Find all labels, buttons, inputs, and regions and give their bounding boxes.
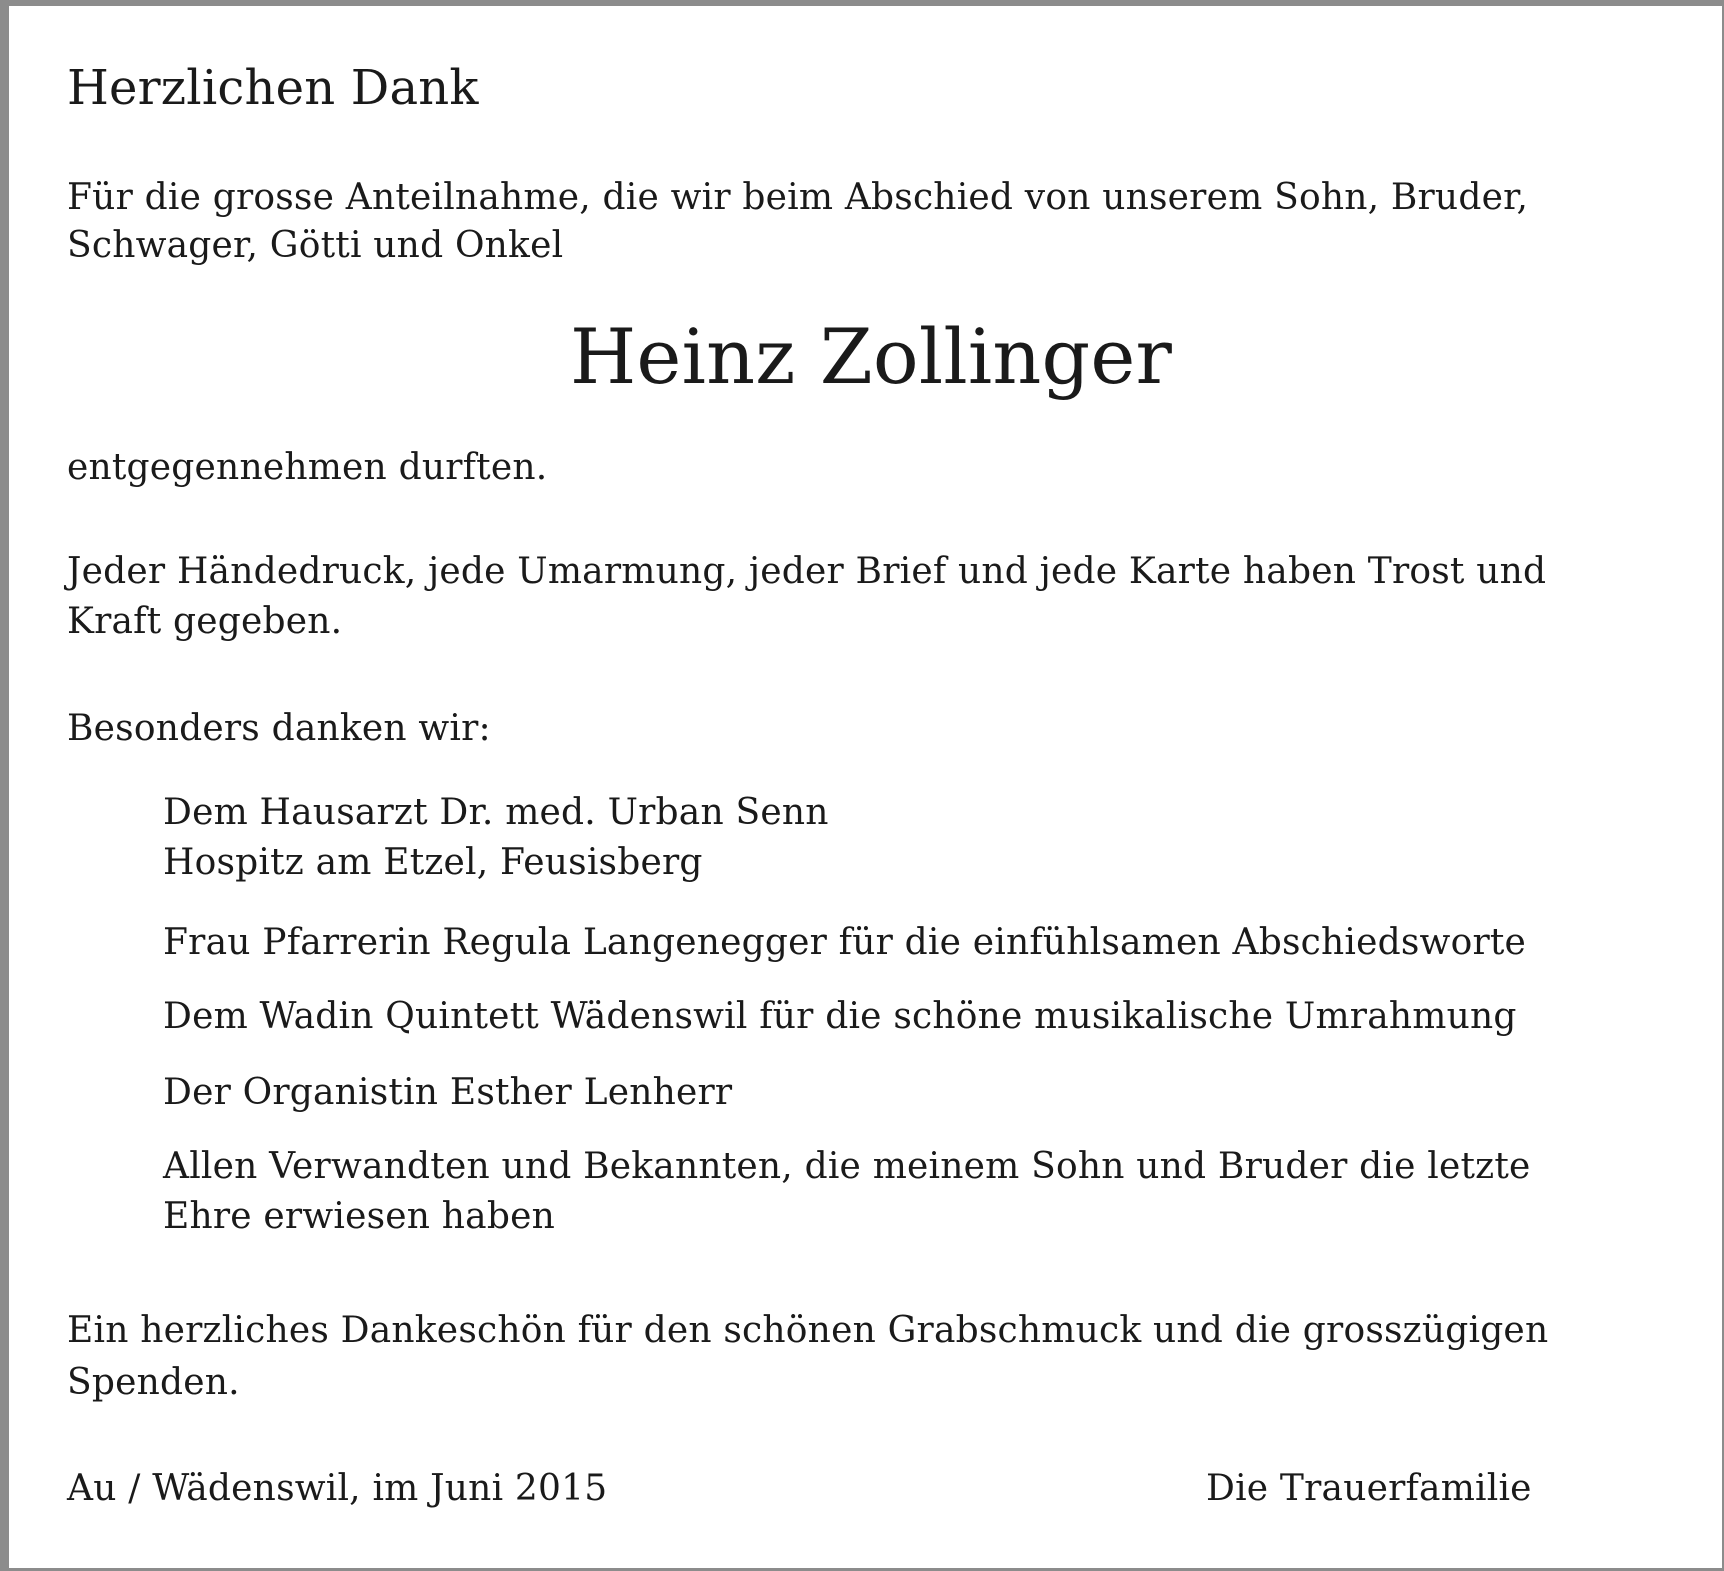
deceased-name: Heinz Zollinger: [569, 312, 1173, 401]
after-name-line: entgegennehmen durften.: [67, 447, 548, 488]
closing-line-1: Ein herzliches Dankeschön für den schönen Grabschmuck und die grosszügigen: [67, 1310, 1549, 1351]
thanks-item-relatives-line-1: Allen Verwandten und Bekannten, die meinem Sohn und Bruder die letzte: [163, 1146, 1531, 1187]
thanks-item-hospice: Hospitz am Etzel, Feusisberg: [163, 842, 703, 883]
thanks-item-quintet: Dem Wadin Quintett Wädenswil für die schöne musikalische Umrahmung: [163, 996, 1517, 1037]
thanks-item-doctor: Dem Hausarzt Dr. med. Urban Senn: [163, 792, 829, 833]
thanks-item-relatives-line-2: Ehre erwiesen haben: [163, 1196, 555, 1237]
intro-line-2: Schwager, Götti und Onkel: [67, 225, 564, 266]
intro-line-1: Für die grosse Anteilnahme, die wir beim Abschied von unserem Sohn, Bruder,: [67, 177, 1529, 218]
thanks-item-organist: Der Organistin Esther Lenherr: [163, 1072, 733, 1113]
comfort-line-1: Jeder Händedruck, jede Umarmung, jeder Brief und jede Karte haben Trost und: [67, 551, 1547, 592]
heading: Herzlichen Dank: [67, 60, 479, 116]
place-date: Au / Wädenswil, im Juni 2015: [67, 1468, 608, 1509]
comfort-line-2: Kraft gegeben.: [67, 601, 343, 642]
thanks-intro: Besonders danken wir:: [67, 708, 491, 749]
closing-line-2: Spenden.: [67, 1362, 240, 1403]
signature: Die Trauerfamilie: [1206, 1468, 1532, 1509]
thanks-item-pastor: Frau Pfarrerin Regula Langenegger für die einfühlsamen Abschiedsworte: [163, 922, 1527, 963]
